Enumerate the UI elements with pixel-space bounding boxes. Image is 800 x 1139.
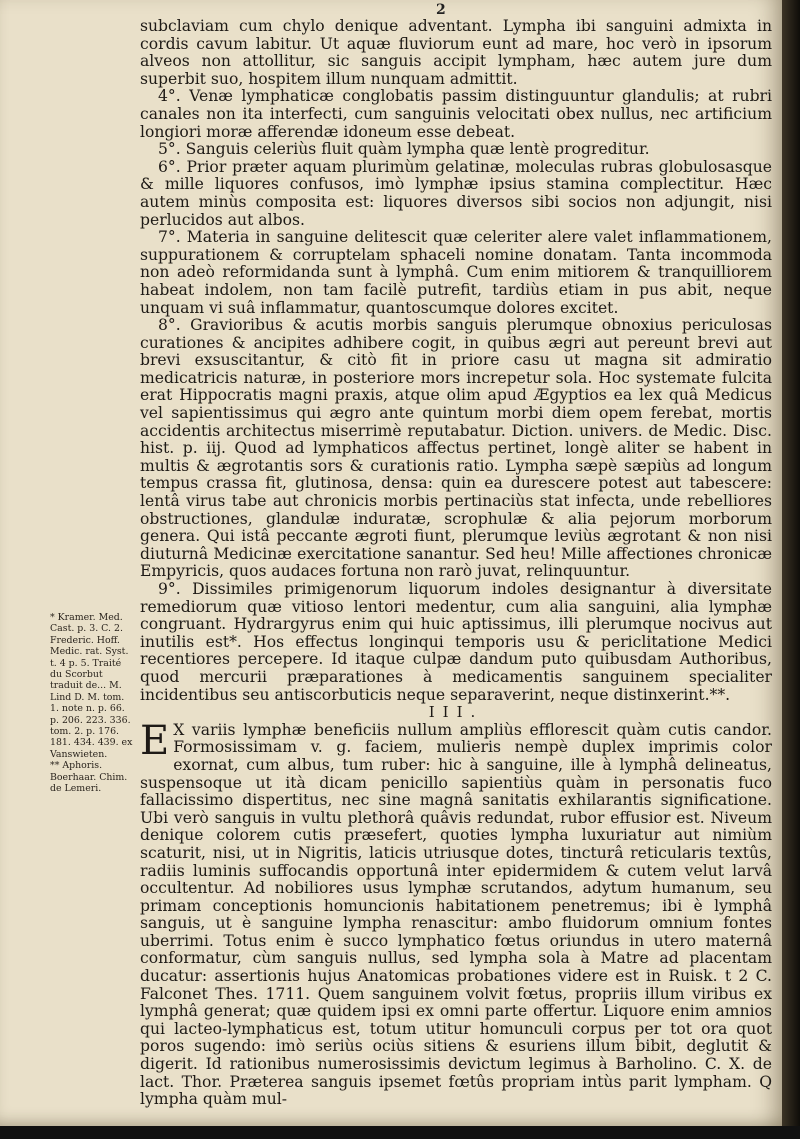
page-bottom-edge xyxy=(0,1126,800,1139)
section-paragraph: X variis lymphæ beneficiis nullum ampliùs efflorescit quàm cutis candor. Formosissimam v. g. faciem, mulieris nempè duplex imprimis color exornat, cum albus, tum ruber: hic à sanguine, ille à lymphâ delineatus, suspensoque ut ità dicam penicillo sapientiùs quàm in personatis fuco fallacissimo dispertitus, nec sine magnâ sanitatis exhilarantis significatione. Ubi verò sanguis in vultu plethorâ quâvis redundat, rubor effusior est. Niveum denique colorem cutis præsefert, quoties lympha luxuriatur aut nimiùm scaturit, nisi, ut in Nigritis, laticis utriusque dotes, tincturâ reticularis textûs, radiis luminis suffocandis opportunâ inter epidermidem & cutem velut larvâ occultentur. Ad nobiliores usus lymphæ scrutandos, adytum humanum, seu primam conceptionis homuncionis habitationem penetremus; ibi è lymphâ sanguis, ut è sanguine lympha renascitur: ambo fluidorum omnium fontes uberrimi. Totus enim è succo lymphatico fœtus oriundus in utero maternâ conformatur, cùm sanguis nullus, sed lympha sola à Matre ad placentam ducatur: assertionis hujus Anatomicas probationes videre est in Ruisk. t 2 C. Falconet Thes. 1711. Quem sanguinem volvit fœtus, propriis illum viribus ex lymphâ generat; quæ quidem ipsi ex omni parte offertur. Liquore enim amnios qui lacteo-lymphaticus est, totum utitur homunculi corpus per tot ora quot poros sugendo: imò seriùs ociùs sitiens & esuriens illum bibit, deglutit & digerit. Id rationibus numerosissimis devictum legimus à Barholino. C. X. de lact. Thor. Præterea sanguis ipsemet fœtûs propriam intùs parit lympham. Q lympha quàm mul- xyxy=(140,720,772,1109)
page-number: 2 xyxy=(436,2,446,18)
paragraph-continuation: subclaviam cum chylo denique adventant. Lympha ibi sanguini admixta in cordis cavum labitur. Ut aquæ fluviorum eunt ad mare, hoc verò in ipsorum alveos non attollitur, sic sanguis accipit lympham, hæc autem jure dum superbit suo, hospitem illum nunquam admittit. xyxy=(140,17,772,88)
page-edge-shadow xyxy=(782,0,800,1139)
margin-note-2: ** Aphoris. Boerhaar. Chim. de Lemeri. xyxy=(50,760,128,795)
paragraph-9: 9°. Dissimiles primigenorum liquorum indoles designantur à diversitate remediorum quæ vitioso lentori medentur, cum alia sanguini, alia lymphæ congruant. Hydrargyrus enim qui huic aptissimus, illi plerumque nocivus aut inutilis est*. Hos effectus longinqui temporis usu & periclitatione Medici recentiores percepere. Id itaque culpæ dandum puto quibusdam Authoribus, quod mercurii præparationes à medicamentis sanguinem specialiter incidentibus seu antiscorbuticis neque separaverint, neque distinxerint.**. xyxy=(140,580,772,704)
paragraph-7: 7°. Materia in sanguine delitescit quæ celeriter alere valet inflammationem, suppurationem & corruptelam sphaceli nomine donatam. Tanta incommoda non adeò reformidanda sunt à lymphâ. Cum enim mitiorem & tranquilliorem habeat indolem, non tam facilè putrefit, tardiùs etiam in pus abit, neque unquam vi suâ inflammatur, quantoscumque dolores excitet. xyxy=(140,228,772,317)
paragraph-6: 6°. Prior præter aquam plurimùm gelatinæ, moleculas rubras globulosasque & mille liquores confusos, imò lymphæ ipsius stamina complectitur. Hæc autem minùs composita est: liquores diversos sibi socios non adjungit, nisi perlucidos aut albos. xyxy=(140,157,772,229)
margin-note-1: * Kramer. Med. Cast. p. 3. C. 2. Frederic. Hoff. Medic. rat. Syst. t. 4 p. 5. Traité du Scorbut traduit de... M. Lind D. M. tom. 1. note n. p. 66. p. 206. 223. 336. tom. 2. p. 176. 181. 434. 439. ex Vanswieten. xyxy=(50,612,133,760)
margin-notes xyxy=(50,612,134,795)
paragraph-5: 5°. Sanguis celeriùs fluit quàm lympha quæ lentè progreditur. xyxy=(158,140,650,159)
paragraph-4: 4°. Venæ lymphaticæ conglobatis passim distinguuntur glandulis; at rubri canales non ita interfecti, cum sanguinis velocitati obex nullus, nec artificium longiori moræ afferendæ idoneum esse debeat. xyxy=(140,87,772,141)
paragraph-8: 8°. Gravioribus & acutis morbis sanguis plerumque obnoxius periculosas curationes & ancipites adhibere cogit, in quibus ægri aut pereunt brevi aut brevi exsuscitantur, & citò fit in priore casu ut magna sit admiratio medicatricis naturæ, in posteriore mors increpetur sola. Hoc systemate fulcita erat Hippocratis magni praxis, atque olim apud Ægyptios ea lex quâ Medicus vel sapientissimus qui ægro ante quintum morbi diem opem ferebat, mortis accidentis architectus miserrimè reputabatur. Diction. univers. de Medic. Disc. hist. p. iij. Quod ad lymphaticos affectus pertinet, longè aliter se habent in multis & ægrotantis sors & curationis ratio. Lympha sæpè sæpiùs ad longum tempus crassa fit, glutinosa, densa: quin ea durescere potest aut tabescere: lentâ virus tabe aut chronicis morbis pertinaciùs stat infecta, unde rebelliores obstructiones, glandulæ induratæ, scrophulæ & alia pejorum morborum genera. Qui istâ peccante ægroti fiunt, plerumque leviùs ægrotant & non nisi diuturnâ Medicinæ exercitatione sanantur. Sed heu! Mille affectiones chronicæ Empyricis, quos audaces fortuna non rarò juvat, relinquuntur. xyxy=(140,316,772,581)
section-paragraph-container xyxy=(140,717,772,1109)
section-heading: III. xyxy=(428,703,484,722)
main-text-column xyxy=(140,18,772,1109)
drop-cap-letter: E xyxy=(140,717,170,764)
